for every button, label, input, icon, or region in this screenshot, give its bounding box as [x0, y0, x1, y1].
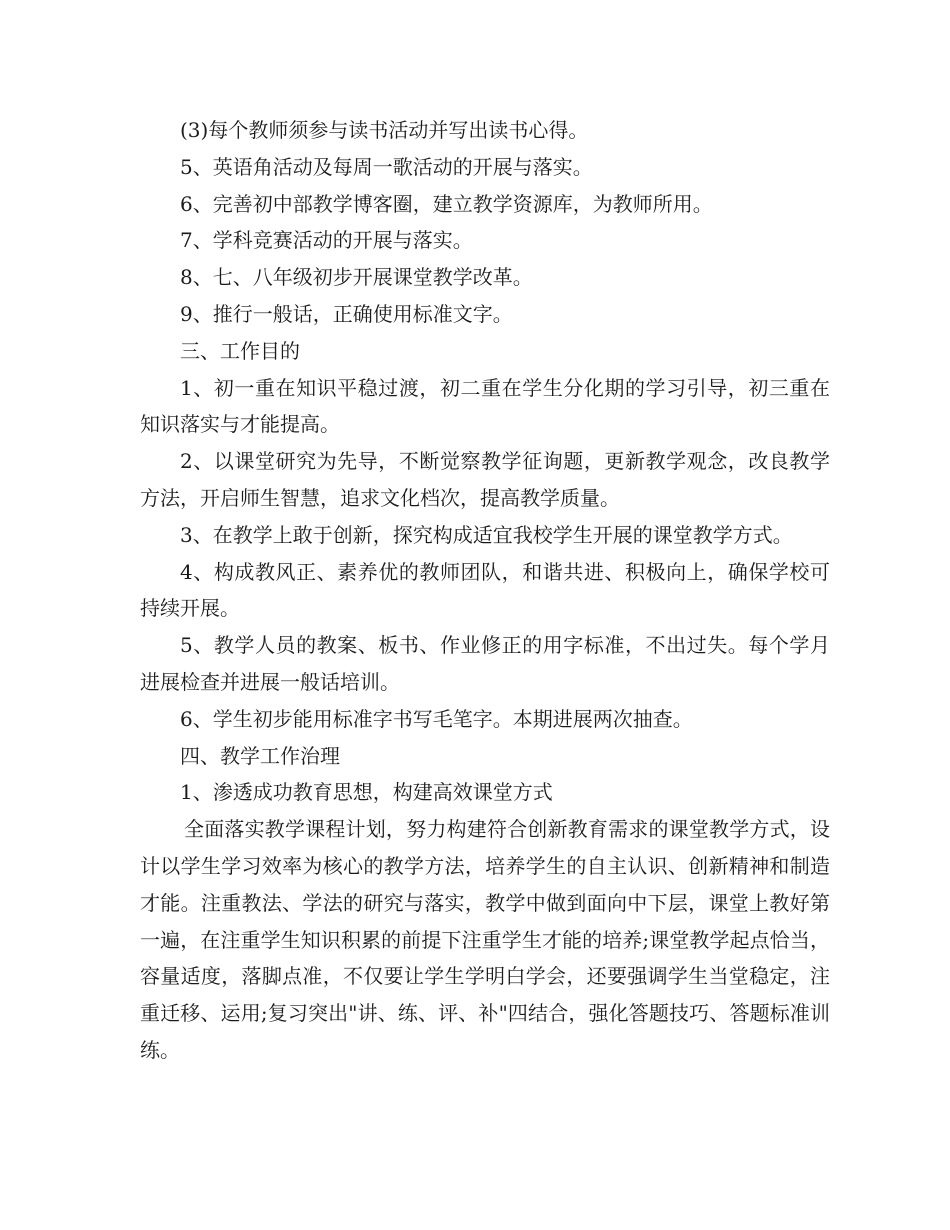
- paragraph-goal-4: 4、构成教风正、素养优的教师团队，和谐共进、积极向上，确保学校可持续开展。: [140, 559, 830, 621]
- paragraph-subject-competition: 7、学科竞赛活动的开展与落实。: [180, 228, 473, 253]
- paragraph-standard-language: 9、推行一般话，正确使用标准文字。: [180, 301, 513, 326]
- section-heading-teaching-management: 四、教学工作治理: [180, 743, 340, 768]
- subheading-efficient-classroom: 1、渗透成功教育思想，构建高效课堂方式: [180, 780, 553, 805]
- paragraph-curriculum-plan: 全面落实教学课程计划，努力构建符合创新教育需求的课堂教学方式，设计以学生学习效率为核心的教学方法，培养学生的自主认识、创新精神和制造才能。注重教法、学法的研究与落实，教学中做到面向中下层，课堂上教好第一遍，在注重学生知识积累的前提下注重学生才能的培养;课堂教学起点恰当，容量适度，落脚点准，不仅要让学生学明白学会，还要强调学生当堂稳定，注重迁移、运用;复习突出"讲、练、评、补"四结合，强化答题技巧、答题标准训练。: [140, 817, 830, 1062]
- document-body: [140, 112, 830, 1069]
- paragraph-goal-5: 5、教学人员的教案、板书、作业修正的用字标准，不出过失。每个学月进展检查并进展一般话培训。: [140, 633, 830, 694]
- paragraph-reading-activity: (3)每个教师须参与读书活动并写出读书心得。: [180, 118, 589, 142]
- paragraph-goal-1: 1、初一重在知识平稳过渡，初二重在学生分化期的学习引导，初三重在知识落实与才能提高。: [140, 375, 830, 437]
- paragraph-goal-2: 2、以课堂研究为先导，不断觉察教学征询题，更新教学观念，改良教学方法，开启师生智慧，追求文化档次，提高教学质量。: [140, 449, 830, 510]
- paragraph-goal-3: 3、在教学上敢于创新，探究构成适宜我校学生开展的课堂教学方式。: [180, 522, 793, 547]
- paragraph-goal-6: 6、学生初步能用标准字书写毛笔字。本期进展两次抽查。: [180, 706, 693, 731]
- section-heading-work-goals: 三、工作目的: [180, 338, 300, 363]
- paragraph-classroom-reform: 8、七、八年级初步开展课堂教学改革。: [180, 265, 533, 290]
- paragraph-teaching-blog: 6、完善初中部教学博客圈，建立教学资源库，为教师所用。: [180, 191, 713, 216]
- paragraph-english-corner: 5、英语角活动及每周一歌活动的开展与落实。: [180, 154, 593, 179]
